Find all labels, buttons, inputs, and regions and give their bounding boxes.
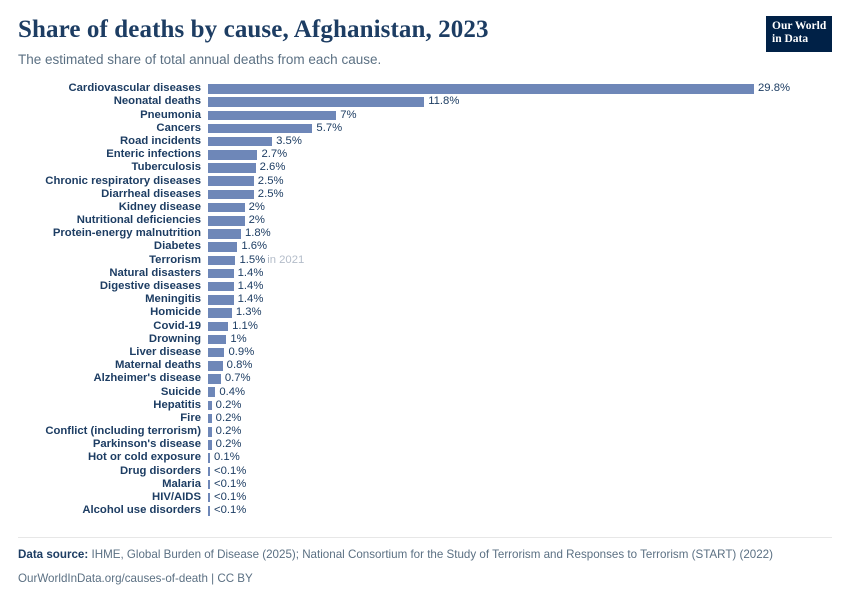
bar-track (208, 452, 832, 465)
bar-category-label: Cardiovascular diseases (68, 82, 201, 95)
bar-row[interactable] (18, 438, 832, 451)
bar-track (208, 109, 832, 122)
bar-track (208, 148, 832, 161)
bar[interactable] (208, 84, 754, 94)
bar[interactable] (208, 322, 228, 332)
bar-category-label: Hot or cold exposure (88, 451, 201, 464)
bar-category-label: Meningitis (145, 293, 201, 306)
bar[interactable] (208, 453, 210, 463)
bar-row[interactable] (18, 214, 832, 227)
bar[interactable] (208, 137, 272, 147)
bar-value-label: 0.9% (228, 345, 255, 358)
bar-row[interactable] (18, 491, 832, 504)
bar-category-label: Pneumonia (140, 108, 201, 121)
bar-category-label: Homicide (150, 306, 201, 319)
bar-row[interactable] (18, 425, 832, 438)
bar-category-label: Hepatitis (153, 398, 201, 411)
bar[interactable] (208, 361, 223, 371)
bar-row[interactable] (18, 280, 832, 293)
data-source-label: Data source: (18, 548, 89, 562)
bar-track (208, 188, 832, 201)
bar-track (208, 267, 832, 280)
bar-category-label: Liver disease (129, 345, 201, 358)
bar[interactable] (208, 124, 312, 134)
bar[interactable] (208, 229, 241, 239)
bar-track (208, 227, 832, 240)
bar-value-label: 2% (248, 214, 265, 227)
bar[interactable] (208, 374, 221, 384)
bar-value-label: <0.1% (214, 491, 247, 504)
bar-category-label: Covid-19 (153, 319, 201, 332)
bar-track (208, 201, 832, 214)
bar-row[interactable] (18, 188, 832, 201)
bar-value-label: 2.6% (259, 161, 286, 174)
bar-category-label: Suicide (160, 385, 201, 398)
bar[interactable] (208, 480, 210, 490)
bar-row[interactable] (18, 161, 832, 174)
bar-track (208, 465, 832, 478)
bar-track (208, 175, 832, 188)
bar-track (208, 214, 832, 227)
bar-track (208, 399, 832, 412)
bar-track (208, 412, 832, 425)
bar[interactable] (208, 387, 215, 397)
bar-row[interactable] (18, 254, 832, 267)
bar[interactable] (208, 190, 254, 200)
bar[interactable] (208, 203, 245, 213)
bar-value-label: 1.3% (235, 306, 262, 319)
bar-row[interactable] (18, 82, 832, 95)
data-source-text: IHME, Global Burden of Disease (2025); National Consortium for the Study of Terrorism and Responses to Terrorism (START) (2022) (91, 548, 773, 562)
bar[interactable] (208, 97, 424, 107)
bar-value-label: 0.2% (215, 398, 242, 411)
bar-value-label: 3.5% (276, 134, 302, 147)
bar-value-label: 0.8% (226, 359, 253, 372)
bar-row[interactable] (18, 359, 832, 372)
bar-track (208, 359, 832, 372)
bar-category-label: Parkinson's disease (92, 438, 201, 451)
bar-value-label: <0.1% (214, 504, 247, 517)
bar-row[interactable] (18, 267, 832, 280)
bar-track (208, 386, 832, 399)
bar-chart (18, 82, 832, 517)
bar-row[interactable] (18, 372, 832, 385)
bar-category-label: Neonatal deaths (113, 95, 201, 108)
bar-value-label: 1.6% (241, 240, 268, 253)
logo-line-1: Our World (772, 20, 827, 32)
bar-track (208, 293, 832, 306)
bar[interactable] (208, 414, 212, 424)
bar[interactable] (208, 295, 234, 305)
bar[interactable] (208, 176, 254, 186)
bar-category-label: Kidney disease (118, 200, 201, 213)
bar-value-label: 1.4% (237, 293, 264, 306)
bar-category-label: Chronic respiratory diseases (45, 174, 201, 187)
bar[interactable] (208, 401, 212, 411)
bar-row[interactable] (18, 399, 832, 412)
bar-category-label: Terrorism (149, 253, 201, 266)
bar-row[interactable] (18, 465, 832, 478)
bar-value-label: 0.2% (215, 438, 242, 451)
bar-track (208, 135, 832, 148)
bar-track (208, 491, 832, 504)
bar-row[interactable] (18, 452, 832, 465)
bar-category-label: Drowning (148, 332, 201, 345)
page-subtitle: The estimated share of total annual deaths from each cause. (18, 51, 382, 67)
bar-row[interactable] (18, 306, 832, 319)
bar[interactable] (208, 163, 256, 173)
bar-category-label: Fire (180, 411, 201, 424)
bar-value-label: 29.8% (758, 82, 791, 95)
bar-row[interactable] (18, 201, 832, 214)
bar-row[interactable] (18, 346, 832, 359)
bar-row[interactable] (18, 320, 832, 333)
bar-value-label: 7% (340, 108, 357, 121)
bar-row[interactable] (18, 386, 832, 399)
bar-category-label: Protein-energy malnutrition (52, 227, 201, 240)
license-text[interactable]: OurWorldInData.org/causes-of-death | CC BY (18, 571, 253, 585)
bar-track (208, 161, 832, 174)
bar[interactable] (208, 216, 245, 226)
bar-track (208, 372, 832, 385)
bar-value-label: 0.1% (214, 451, 240, 464)
bar-category-label: HIV/AIDS (152, 491, 201, 504)
bar-row[interactable] (18, 122, 832, 135)
bar-category-label: Road incidents (120, 134, 201, 147)
bar-category-label: Alzheimer's disease (93, 372, 201, 385)
bar-row[interactable] (18, 504, 832, 517)
bar-track (208, 95, 832, 108)
bar[interactable] (208, 493, 210, 503)
page-title: Share of deaths by cause, Afghanistan, 2023 (18, 16, 489, 43)
bar-value-label: 2.5% (257, 174, 284, 187)
bar-category-label: Alcohol use disorders (82, 504, 201, 517)
chart-footer (18, 537, 832, 586)
bar-category-label: Natural disasters (109, 266, 201, 279)
bar[interactable] (208, 467, 210, 477)
bar[interactable] (208, 242, 237, 252)
bar-category-label: Digestive diseases (99, 280, 201, 293)
bar-value-label: 5.7% (316, 121, 343, 134)
bar-track (208, 82, 832, 95)
bar-value-label: 0.4% (219, 385, 246, 398)
bar-row[interactable] (18, 241, 832, 254)
bar[interactable] (208, 256, 235, 266)
bar[interactable] (208, 269, 234, 279)
bar-track (208, 306, 832, 319)
bar-value-label: 2% (248, 200, 265, 213)
bar[interactable] (208, 427, 212, 437)
bar[interactable] (208, 440, 212, 450)
bar-row[interactable] (18, 478, 832, 491)
bar-row[interactable] (18, 175, 832, 188)
bar[interactable] (208, 506, 210, 516)
bar-track (208, 280, 832, 293)
bar[interactable] (208, 282, 234, 292)
bar-value-label: 1.4% (237, 266, 264, 279)
bar-value-label: 1% (230, 332, 247, 345)
bar-category-label: Maternal deaths (114, 359, 201, 372)
bar-value-label: 1.1% (232, 319, 258, 332)
bar-annotation: in 2021 (267, 253, 305, 266)
bar-value-label: 0.7% (224, 372, 251, 385)
bar-row[interactable] (18, 95, 832, 108)
bar-row[interactable] (18, 109, 832, 122)
bar-category-label: Nutritional deficiencies (76, 214, 201, 227)
bar-value-label: 1.4% (237, 280, 264, 293)
bar[interactable] (208, 335, 226, 345)
bar-track (208, 241, 832, 254)
bar-category-label: Cancers (156, 121, 201, 134)
bar[interactable] (208, 308, 232, 318)
bar-track (208, 438, 832, 451)
data-source (18, 547, 832, 564)
bar-track (208, 254, 832, 267)
bar[interactable] (208, 111, 336, 121)
bar-category-label: Diabetes (153, 240, 201, 253)
bar-row[interactable] (18, 293, 832, 306)
bar-category-label: Drug disorders (120, 464, 201, 477)
bar-value-label: 0.2% (215, 425, 242, 438)
bar-value-label: 2.7% (261, 148, 288, 161)
logo-line-2: in Data (772, 33, 809, 46)
bar-row[interactable] (18, 227, 832, 240)
bar-row[interactable] (18, 333, 832, 346)
bar-value-label: 11.8% (428, 95, 460, 108)
our-world-in-data-logo[interactable] (766, 16, 832, 52)
bar-value-label: <0.1% (214, 477, 247, 490)
bar-category-label: Malaria (162, 477, 201, 490)
bar-track (208, 333, 832, 346)
bar-value-label: 2.5% (257, 187, 284, 200)
bar-row[interactable] (18, 412, 832, 425)
bar-value-label: 0.2% (215, 411, 242, 424)
bar-track (208, 122, 832, 135)
bar[interactable] (208, 348, 224, 358)
bar-row[interactable] (18, 148, 832, 161)
bar-category-label: Enteric infections (106, 148, 201, 161)
bar-track (208, 320, 832, 333)
bar-category-label: Diarrheal diseases (101, 187, 201, 200)
bar-value-label: <0.1% (214, 464, 247, 477)
bar-track (208, 346, 832, 359)
bar[interactable] (208, 150, 257, 160)
bar-track (208, 478, 832, 491)
bar-category-label: Tuberculosis (131, 161, 201, 174)
bar-value-label: 1.8% (244, 227, 271, 240)
bar-value-label: 1.5% (239, 253, 266, 266)
bar-track (208, 425, 832, 438)
bar-track (208, 504, 832, 517)
bar-row[interactable] (18, 135, 832, 148)
chart-header (18, 16, 832, 68)
bar-category-label: Conflict (including terrorism) (45, 425, 201, 438)
